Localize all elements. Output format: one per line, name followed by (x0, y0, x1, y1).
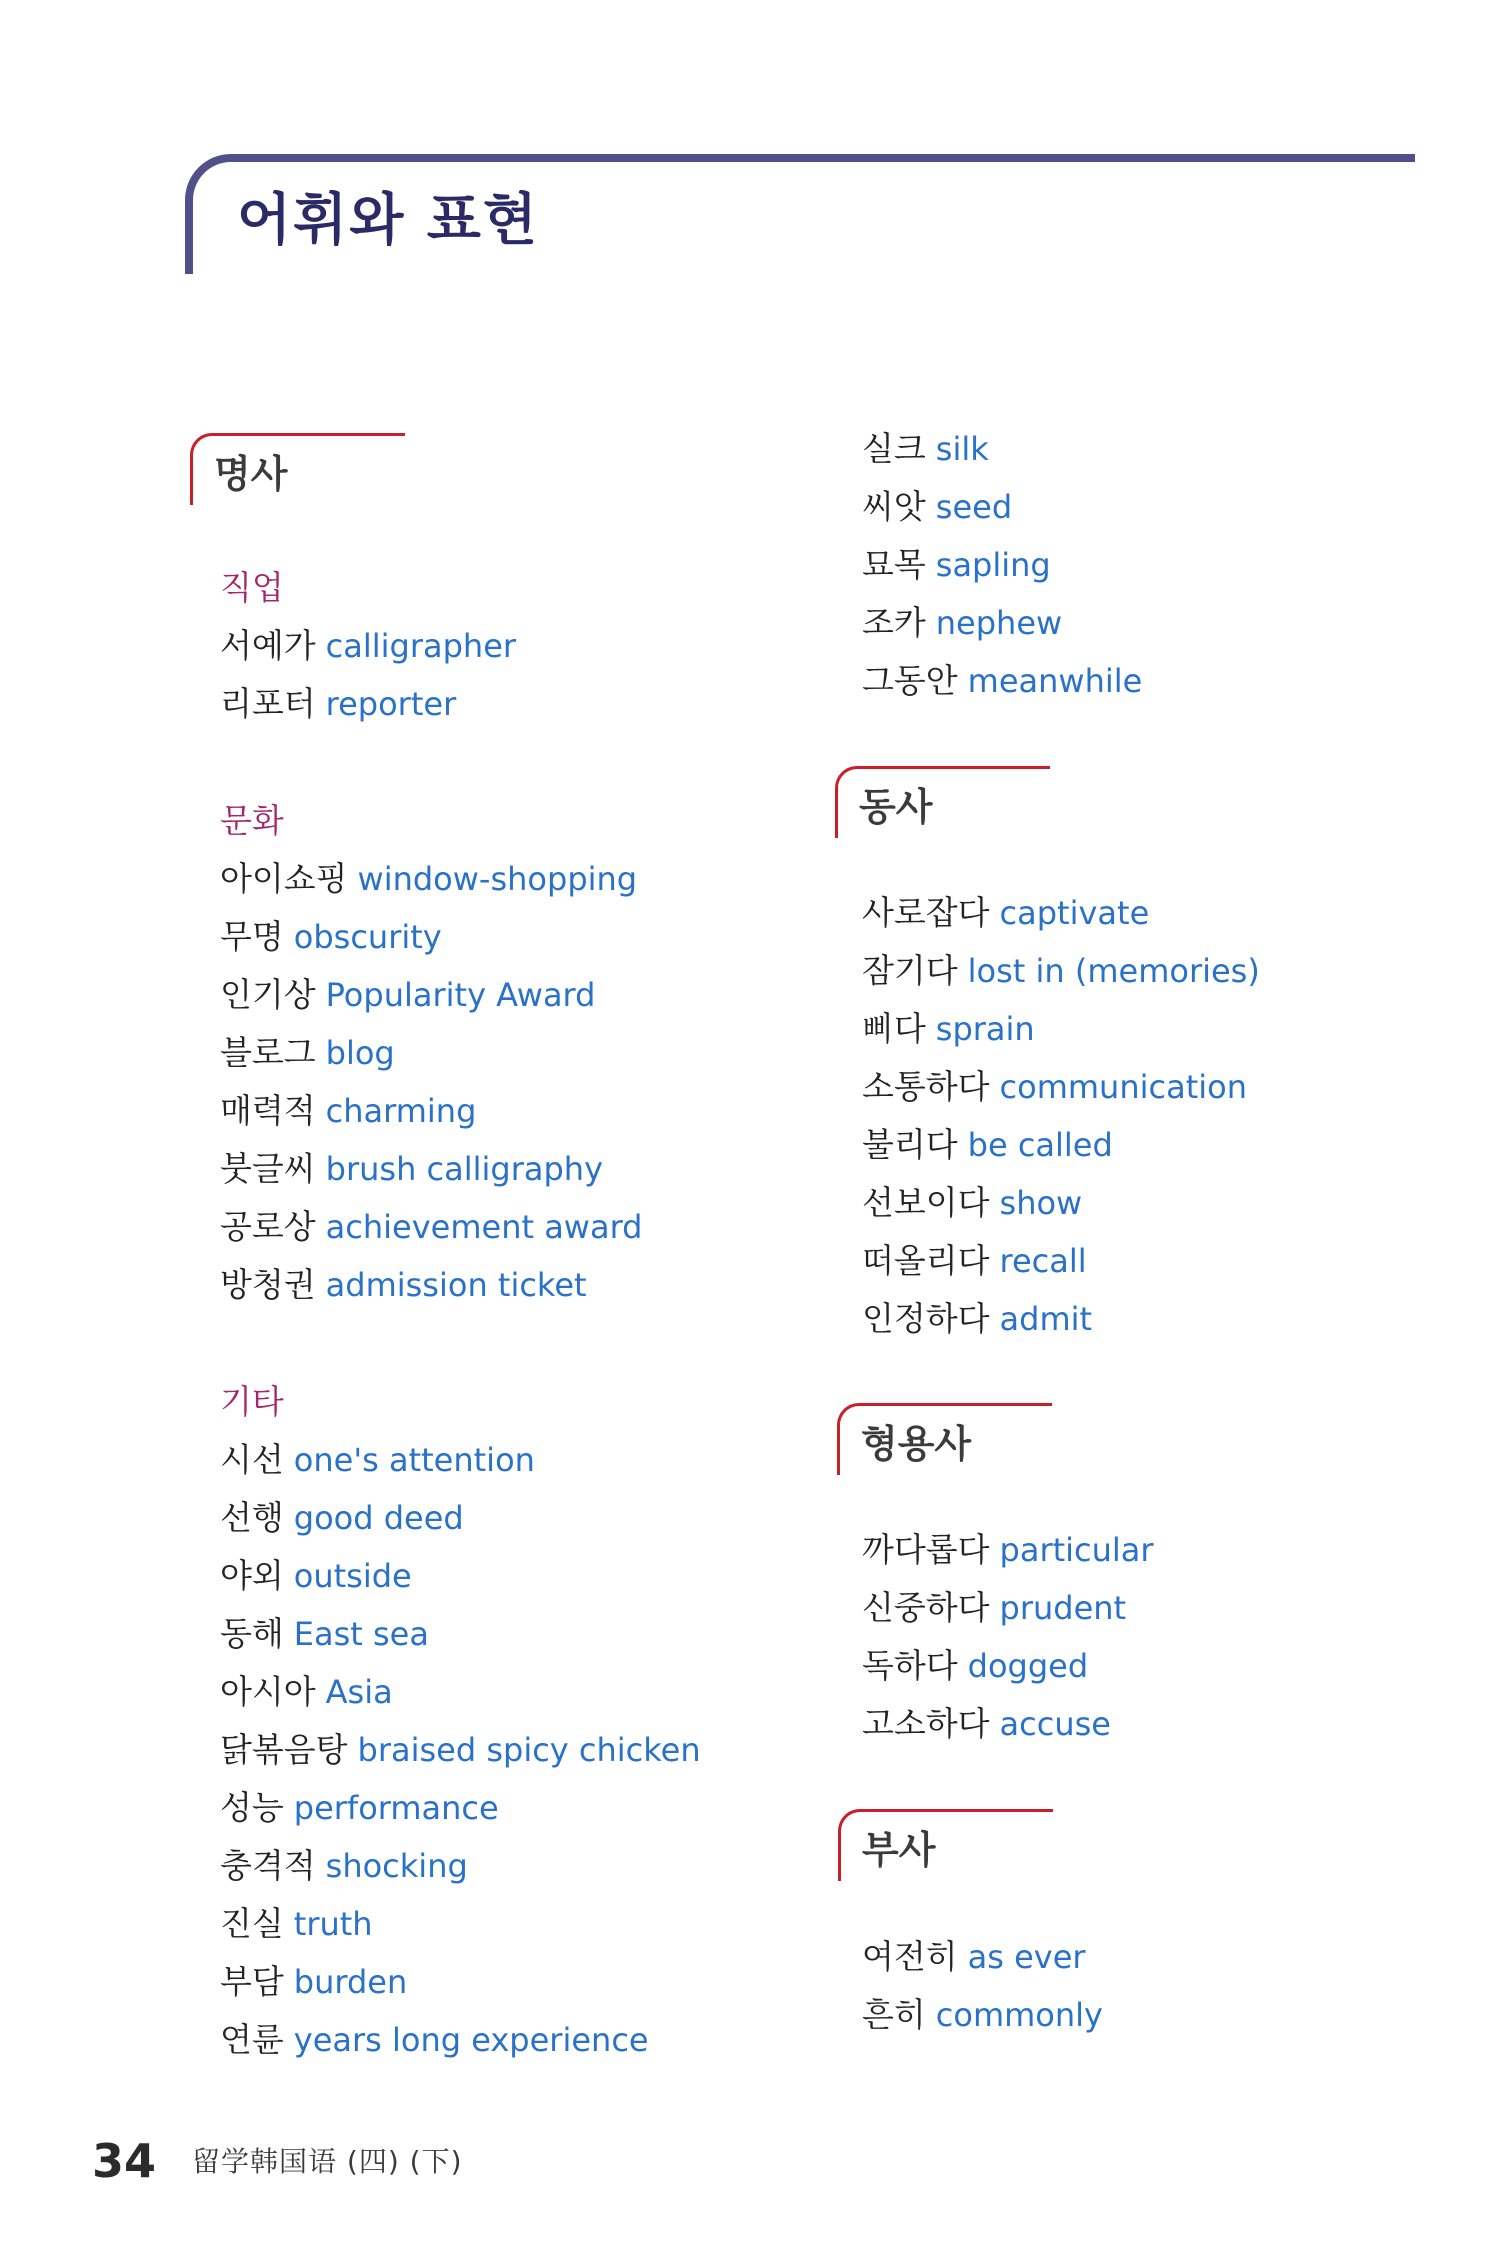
vocab-entry (220, 1089, 476, 1139)
english-meaning: braised spicy chicken (357, 1731, 701, 1769)
korean-word: 충격적 (220, 1846, 316, 1885)
korean-word: 소통하다 (862, 1067, 990, 1106)
vocab-entry (220, 857, 637, 907)
section-header-adverbs (838, 1809, 1053, 1881)
english-meaning: seed (935, 488, 1013, 526)
english-meaning: reporter (325, 685, 457, 723)
vocab-entry (862, 543, 1051, 593)
vocab-entry (220, 915, 442, 965)
category-misc: 기타 (220, 1382, 284, 1421)
section-header-nouns (190, 433, 405, 505)
english-meaning: sapling (935, 546, 1051, 584)
korean-word: 선행 (220, 1498, 284, 1537)
korean-word: 고소하다 (862, 1704, 990, 1743)
vocab-entry (862, 891, 1149, 941)
english-meaning: dogged (967, 1647, 1089, 1685)
english-meaning: charming (325, 1092, 477, 1130)
vocab-entry (862, 1181, 1082, 1231)
korean-word: 인정하다 (862, 1299, 990, 1338)
vocab-entry (220, 1960, 407, 2010)
english-meaning: window-shopping (357, 860, 638, 898)
english-meaning: accuse (999, 1705, 1111, 1743)
vocab-entry (862, 485, 1012, 535)
vocab-entry (220, 1263, 587, 1313)
vocab-entry (220, 1728, 701, 1778)
page-title: 어휘와 표현 (237, 188, 539, 253)
korean-word: 아이쇼핑 (220, 859, 348, 898)
english-meaning: Asia (325, 1673, 393, 1711)
vocab-entry (862, 1065, 1247, 1115)
korean-word: 까다롭다 (862, 1530, 990, 1569)
korean-word: 신중하다 (862, 1588, 990, 1627)
section-label-nouns: 명사 (214, 452, 288, 496)
korean-word: 독하다 (862, 1646, 958, 1685)
vocab-entry (220, 1031, 395, 1081)
korean-word: 성능 (220, 1788, 284, 1827)
korean-word: 삐다 (862, 1009, 926, 1048)
english-meaning: show (999, 1184, 1083, 1222)
english-meaning: recall (999, 1242, 1087, 1280)
vocab-entry (220, 1612, 429, 1662)
english-meaning: admission ticket (325, 1266, 587, 1304)
vocab-entry (220, 1844, 468, 1894)
english-meaning: shocking (325, 1847, 468, 1885)
korean-word: 실크 (862, 429, 926, 468)
vocab-entry (220, 1147, 603, 1197)
korean-word: 사로잡다 (862, 893, 990, 932)
english-meaning: East sea (293, 1615, 429, 1653)
english-meaning: admit (999, 1300, 1093, 1338)
vocab-entry (862, 427, 989, 477)
section-header-verbs (835, 766, 1050, 838)
vocab-entry (220, 1554, 412, 1604)
korean-word: 인기상 (220, 975, 316, 1014)
vocab-entry (862, 1586, 1126, 1636)
korean-word: 씨앗 (862, 487, 926, 526)
korean-word: 야외 (220, 1556, 284, 1595)
category-occupation: 직업 (220, 568, 284, 607)
vocab-entry (862, 1935, 1086, 1985)
vocab-entry (220, 624, 516, 674)
korean-word: 방청권 (220, 1265, 316, 1304)
vocab-entry (862, 1007, 1035, 1057)
english-meaning: be called (967, 1126, 1113, 1164)
korean-word: 블로그 (220, 1033, 316, 1072)
english-meaning: blog (325, 1034, 395, 1072)
english-meaning: one's attention (293, 1441, 535, 1479)
english-meaning: truth (293, 1905, 373, 1943)
english-meaning: calligrapher (325, 627, 517, 665)
vocab-entry (220, 1902, 373, 1952)
english-meaning: nephew (935, 604, 1063, 642)
korean-word: 진실 (220, 1904, 284, 1943)
korean-word: 불리다 (862, 1125, 958, 1164)
vocab-entry (862, 1993, 1103, 2043)
book-title: 留学韩国语 (四) (下) (192, 2145, 463, 2178)
korean-word: 선보이다 (862, 1183, 990, 1222)
english-meaning: captivate (999, 894, 1150, 932)
vocab-entry (220, 682, 456, 732)
vocab-entry (862, 1644, 1088, 1694)
vocab-entry (862, 1528, 1154, 1578)
english-meaning: sprain (935, 1010, 1035, 1048)
vocab-entry (220, 1205, 642, 1255)
korean-word: 매력적 (220, 1091, 316, 1130)
english-meaning: as ever (967, 1938, 1086, 1976)
english-meaning: years long experience (293, 2021, 649, 2059)
english-meaning: burden (293, 1963, 408, 2001)
korean-word: 아시아 (220, 1672, 316, 1711)
section-label-adverbs: 부사 (862, 1828, 936, 1872)
section-label-verbs: 동사 (859, 785, 933, 829)
korean-word: 시선 (220, 1440, 284, 1479)
korean-word: 여전히 (862, 1937, 958, 1976)
korean-word: 서예가 (220, 626, 316, 665)
vocab-entry (220, 1438, 535, 1488)
vocab-entry (862, 1702, 1111, 1752)
vocab-entry (220, 2018, 649, 2068)
section-label-adjectives: 형용사 (861, 1422, 972, 1466)
english-meaning: particular (999, 1531, 1154, 1569)
korean-word: 묘목 (862, 545, 926, 584)
vocab-entry (862, 1239, 1087, 1289)
korean-word: 붓글씨 (220, 1149, 316, 1188)
english-meaning: prudent (999, 1589, 1127, 1627)
korean-word: 닭볶음탕 (220, 1730, 348, 1769)
english-meaning: performance (293, 1789, 499, 1827)
vocab-entry (862, 601, 1062, 651)
vocab-entry (220, 1496, 464, 1546)
category-culture: 문화 (220, 801, 284, 840)
korean-word: 떠올리다 (862, 1241, 990, 1280)
vocab-entry (862, 1297, 1092, 1347)
english-meaning: commonly (935, 1996, 1103, 2034)
english-meaning: lost in (memories) (967, 952, 1260, 990)
vocab-entry (862, 659, 1142, 709)
english-meaning: obscurity (293, 918, 442, 956)
english-meaning: Popularity Award (325, 976, 596, 1014)
vocab-entry (220, 1786, 499, 1836)
korean-word: 연륜 (220, 2020, 284, 2059)
korean-word: 무명 (220, 917, 284, 956)
english-meaning: silk (935, 430, 989, 468)
english-meaning: good deed (293, 1499, 464, 1537)
korean-word: 부담 (220, 1962, 284, 2001)
korean-word: 그동안 (862, 661, 958, 700)
vocab-entry (862, 949, 1260, 999)
korean-word: 공로상 (220, 1207, 316, 1246)
vocab-entry (220, 1670, 393, 1720)
korean-word: 흔히 (862, 1995, 926, 2034)
english-meaning: brush calligraphy (325, 1150, 603, 1188)
korean-word: 조카 (862, 603, 926, 642)
english-meaning: communication (999, 1068, 1247, 1106)
english-meaning: achievement award (325, 1208, 643, 1246)
korean-word: 잠기다 (862, 951, 958, 990)
korean-word: 동해 (220, 1614, 284, 1653)
page-number: 34 (92, 2134, 157, 2188)
english-meaning: meanwhile (967, 662, 1143, 700)
vocab-entry (862, 1123, 1113, 1173)
english-meaning: outside (293, 1557, 412, 1595)
korean-word: 리포터 (220, 684, 316, 723)
vocab-entry (220, 973, 595, 1023)
section-header-adjectives (837, 1403, 1052, 1475)
